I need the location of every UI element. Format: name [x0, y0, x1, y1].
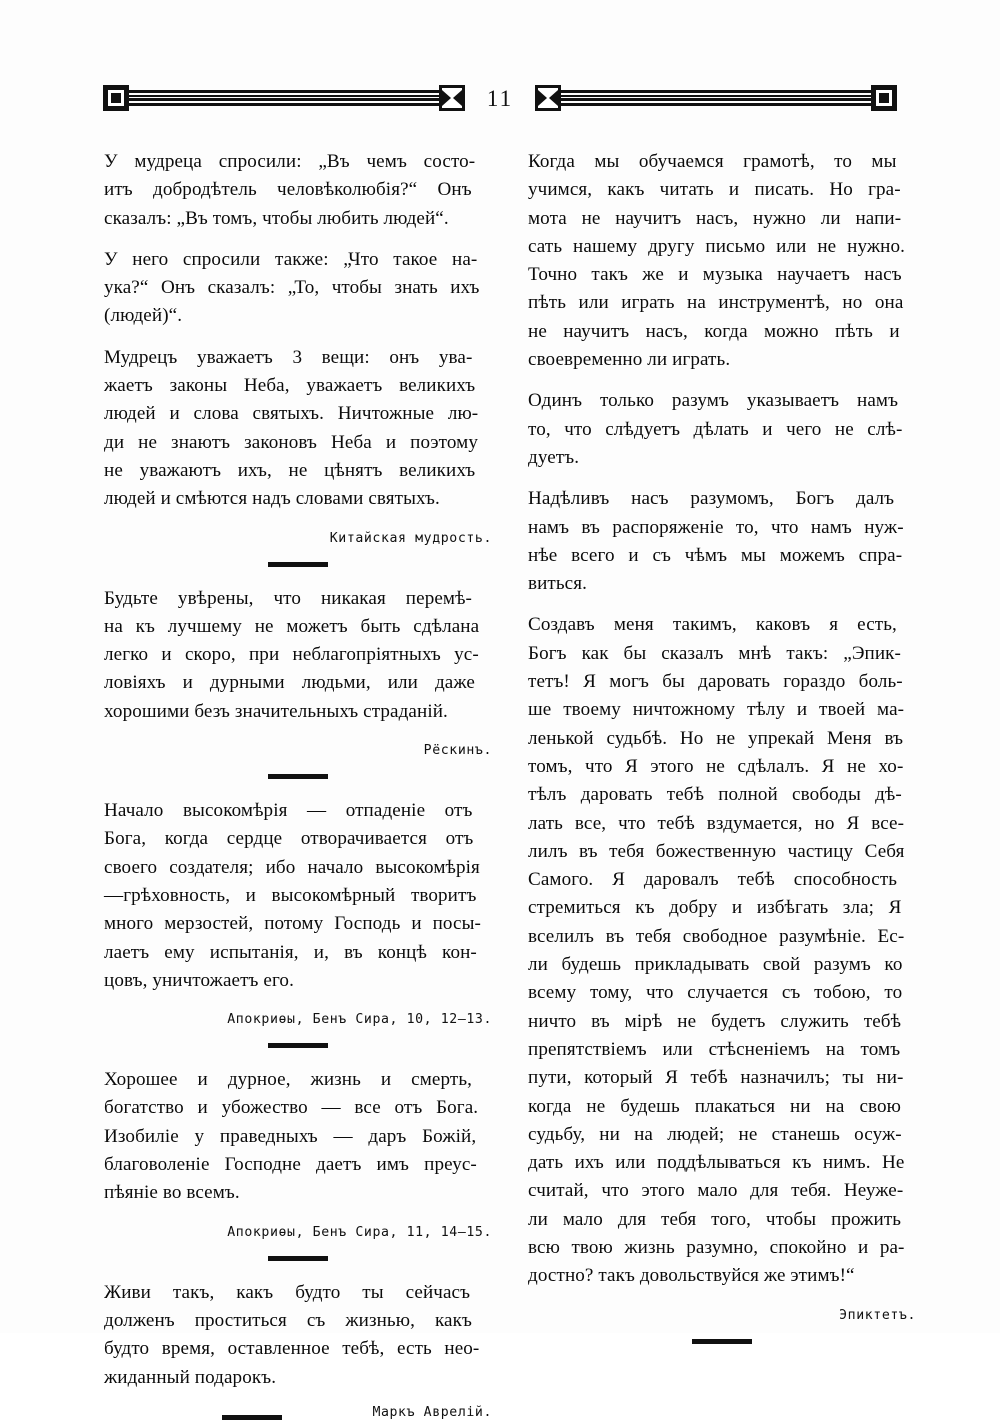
text-line: итъ добродѣтель человѣколюбія?“ Онъ — [104, 179, 472, 201]
paragraph-gap — [528, 475, 916, 485]
page-header — [0, 74, 1000, 122]
paragraph-gap — [104, 1395, 492, 1405]
section-divider-1 — [268, 562, 328, 567]
left-column — [104, 148, 492, 1420]
text-line: намъ въ распоряженіе то, что намъ нуж- — [528, 516, 904, 538]
square-cap-ornament-icon — [871, 85, 897, 111]
paragraph-gap — [104, 334, 492, 344]
text-line: лать все, что тебѣ вздумается, но Я все- — [528, 812, 905, 834]
quote-ben-sira-11 — [104, 1066, 492, 1207]
text-line: —грѣховность, и высокомѣрный творитъ — [104, 884, 477, 906]
text-line: Хорошее и дурное, жизнь и смерть, — [104, 1069, 473, 1091]
quote-god-gave-reason — [528, 485, 916, 598]
text-line: людей и слова святыхъ. Ничтожные лю- — [104, 403, 479, 425]
text-line: тѣлъ даровать тебѣ полной свободы дѣ- — [528, 784, 902, 806]
text-line: то, что слѣдуетъ дѣлать и чего не слѣ- — [528, 418, 903, 440]
text-line: пѣяніе во всемъ. — [104, 1182, 240, 1204]
text-line: Бога, когда сердце отворачивается отъ — [104, 828, 474, 850]
quote-marcus-aurelius — [104, 1279, 492, 1392]
text-line: Самого. Я даровалъ тебѣ способность — [528, 869, 898, 891]
quote-reason-guides — [528, 387, 916, 472]
text-line: дуетъ. — [528, 446, 580, 468]
text-line: будто время, оставленное тебѣ, есть нео- — [104, 1338, 480, 1360]
ornamental-rule-right — [535, 81, 897, 115]
text-line: ди не знаютъ законовъ Неба и поэтому — [104, 431, 478, 453]
paragraph-gap — [104, 517, 492, 527]
text-line: долженъ проститься съ жизнью, какъ — [104, 1309, 472, 1331]
text-line: не уважаютъ ихъ, не цѣнятъ великихъ — [104, 459, 476, 481]
text-line: судьбу, ни на людей; не станешь осуж- — [528, 1123, 902, 1145]
section-divider-2 — [268, 774, 328, 779]
attribution-marcus-aurelius: Маркъ Аврелій. — [372, 1404, 492, 1420]
attribution-ben-sira-11: Апокриѳы, Бенъ Сира, 11, 14—15. — [227, 1224, 492, 1240]
text-line: ленькой судьбѣ. Но не упрекай Меня въ — [528, 727, 904, 749]
text-line: на къ лучшему не можетъ быть сдѣлана — [104, 615, 480, 637]
quote-literacy-music — [528, 148, 916, 374]
text-line: тетъ! Я могъ бы даровать гораздо боль- — [528, 671, 903, 693]
page-number: 11 — [486, 85, 514, 111]
rule-bars-right — [561, 89, 871, 107]
paragraph-gap — [104, 1211, 492, 1221]
text-line: ли будешь прикладывать свой разумъ ко — [528, 954, 903, 976]
paragraph-gap — [104, 236, 492, 246]
text-line: людей и смѣются надъ словами святыхъ. — [104, 488, 440, 510]
text-line: мота не научитъ насъ, нужно ли напи- — [528, 207, 902, 229]
ornamental-rule-left — [103, 81, 465, 115]
text-line: Надѣливъ насъ разумомъ, Богъ далъ — [528, 488, 895, 510]
bowtie-cap-ornament-icon — [535, 85, 561, 111]
paragraph-gap — [528, 601, 916, 611]
text-line: дать ихъ или поддѣлываться къ нимъ. Не — [528, 1152, 905, 1174]
text-line: У него спросили также: „Что такое на- — [104, 248, 478, 270]
text-line: сказалъ: „Въ томъ, чтобы любить людей“. — [104, 207, 449, 229]
text-line: Создавъ меня такимъ, каковъ я есть, — [528, 614, 897, 636]
text-line: (людей)“. — [104, 305, 183, 327]
text-line: хорошими безъ значительныхъ страданій. — [104, 700, 448, 722]
text-line: лаетъ ему испытанія, и, въ концѣ кон- — [104, 941, 477, 963]
attribution-chinese-wisdom: Китайская мудрость. — [329, 530, 492, 546]
text-line: благоволеніе Господне даетъ имъ преус- — [104, 1154, 477, 1176]
text-line: достно? такъ довольствуйся же этимъ!“ — [528, 1265, 855, 1287]
text-line: пѣть или играть на инструментѣ, но она — [528, 292, 904, 314]
text-line: ше твоему ничтожному тѣлу и твоей ма- — [528, 699, 905, 721]
text-line: Одинъ только разумъ указываетъ намъ — [528, 390, 899, 412]
text-line: всему тому, что случается съ тобою, то — [528, 982, 903, 1004]
quote-chinese-wisdom-3 — [104, 344, 492, 514]
text-line: жаетъ законы Неба, уважаетъ великихъ — [104, 375, 476, 397]
section-divider-4 — [268, 1256, 328, 1261]
text-line: учимся, какъ читать и писать. Но гра- — [528, 179, 901, 201]
quote-ruskin — [104, 585, 492, 726]
section-divider-3 — [268, 1043, 328, 1048]
text-columns — [104, 148, 916, 1420]
rule-bars-left — [129, 89, 439, 107]
text-line: У мудреца спросили: „Въ чемъ состо- — [104, 151, 476, 172]
text-line: виться. — [528, 573, 588, 595]
text-line: много мерзостей, потому Господь и посы- — [104, 913, 481, 935]
text-line: Живи такъ, какъ будто ты сейчасъ — [104, 1281, 471, 1303]
text-line: всю твою жизнь разумно, спокойно и ра- — [528, 1236, 905, 1258]
paragraph-gap — [104, 729, 492, 739]
text-line: не научитъ насъ, когда можно пѣть и — [528, 320, 900, 342]
attribution-epictetus: Эпиктетъ. — [839, 1307, 916, 1323]
text-line: Будьте увѣрены, что никакая перемѣ- — [104, 587, 473, 609]
quote-chinese-wisdom-2 — [104, 246, 492, 331]
text-line: томъ, что Я этого не сдѣлалъ. Я не хо- — [528, 755, 904, 777]
section-divider-5 — [692, 1339, 752, 1344]
text-line: своевременно ли играть. — [528, 349, 731, 371]
text-line: жиданный подарокъ. — [104, 1366, 277, 1388]
paragraph-gap — [528, 1294, 916, 1304]
text-line: пути, который Я тебѣ назначилъ; ты ни- — [528, 1067, 904, 1089]
text-line: когда не будешь плакаться ни на свою — [528, 1095, 902, 1117]
text-line: считай, что этого мало для тебя. Неуже- — [528, 1180, 904, 1202]
quote-chinese-wisdom-1 — [104, 148, 492, 233]
square-cap-ornament-icon — [103, 85, 129, 111]
text-line: Начало высокомѣрія — отпаденіе отъ — [104, 800, 473, 822]
paragraph-gap — [104, 998, 492, 1008]
text-line: ука?“ Онъ сказалъ: „То, чтобы знать ихъ — [104, 277, 480, 299]
quote-ben-sira-10 — [104, 797, 492, 995]
text-line: препятствіемъ или стѣсненіемъ на томъ — [528, 1038, 901, 1060]
text-line: Мудрецъ уважаетъ 3 вещи: онъ ува- — [104, 346, 473, 368]
text-line: вселилъ въ тебя свободное разумѣніе. Ес- — [528, 925, 905, 947]
text-line: богатство и убожество — все отъ Бога. — [104, 1097, 479, 1119]
text-line: легко и скоро, при неблагопріятныхъ ус- — [104, 644, 479, 666]
text-line: Точно такъ же и музыка научаетъ насъ — [528, 264, 902, 286]
text-line: Богъ как бы сказалъ мнѣ такъ: „Эпик- — [528, 642, 902, 664]
quote-epictetus — [528, 611, 916, 1290]
text-line: нѣе всего и съ чѣмъ мы можемъ спра- — [528, 544, 903, 566]
text-line: ли мало для тебя того, чтобы прожить — [528, 1208, 902, 1230]
text-line: сать нашему другу письмо или не нужно. — [528, 235, 906, 257]
section-divider — [222, 1415, 282, 1420]
text-line: ничто въ мірѣ не будетъ служить тебѣ — [528, 1010, 902, 1032]
text-line: стремиться къ добру и избѣгать зла; Я — [528, 897, 902, 919]
paragraph-gap — [528, 377, 916, 387]
text-line: ловіяхъ и дурными людьми, или даже — [104, 672, 475, 694]
right-column — [528, 148, 916, 1420]
text-line: Изобиліе у праведныхъ — даръ Божій, — [104, 1125, 477, 1147]
text-line: цовъ, уничтожаетъ его. — [104, 969, 294, 991]
text-line: своего создателя; ибо начало высокомѣрія — [104, 856, 480, 878]
bowtie-cap-ornament-icon — [439, 85, 465, 111]
text-line: лилъ въ тебя божественную частицу Себя — [528, 840, 905, 862]
attribution-divider-row — [104, 1405, 492, 1420]
attribution-ruskin: Рёскинъ. — [423, 743, 492, 759]
text-line: Когда мы обучаемся грамотѣ, то мы — [528, 151, 897, 172]
attribution-ben-sira-10: Апокриѳы, Бенъ Сира, 10, 12—13. — [227, 1012, 492, 1028]
